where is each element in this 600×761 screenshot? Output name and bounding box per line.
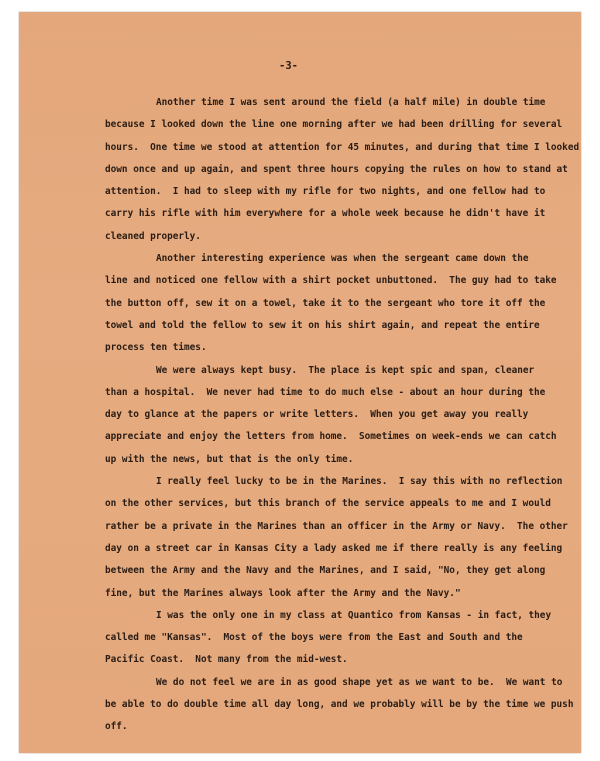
text-line: carry his rifle with him everywhere for a whole week because he didn't have it [105, 208, 546, 220]
paragraph [105, 248, 557, 359]
paragraph [105, 471, 568, 605]
text-line: the button off, sew it on a towel, take it to the sergeant who tore it off the [105, 297, 546, 309]
text-line: We were always kept busy. The place is kept spic and span, cleaner [156, 364, 535, 376]
text-line: Another time I was sent around the field (a half mile) in double time [156, 97, 546, 108]
text-line: called me "Kansas". Most of the boys were from the East and South and the [105, 632, 523, 644]
page-number: -3- [279, 60, 298, 72]
text-line: cleaned properly. [105, 230, 201, 242]
text-line: line and noticed one fellow with a shirt pocket unbuttoned. The guy had to take [105, 275, 557, 287]
text-line: rather be a private in the Marines than an officer in the Army or Navy. The other [105, 520, 568, 532]
text-line: off. [105, 721, 128, 733]
text-line: process ten times. [105, 342, 207, 354]
text-line: appreciate and enjoy the letters from home. Sometimes on week-ends we can catch [105, 431, 557, 443]
text-line: be able to do double time all day long, and we probably will be by the time we push [105, 699, 574, 711]
text-line: between the Army and the Navy and the Marines, and I said, "No, they get along [105, 565, 546, 577]
text-line: attention. I had to sleep with my rifle for two nights, and one fellow had to [105, 186, 546, 198]
text-line: Pacific Coast. Not many from the mid-west. [105, 654, 348, 666]
text-line: I was the only one in my class at Quantico from Kansas - in fact, they [156, 609, 552, 621]
text-line: I really feel lucky to be in the Marines. I say this with no reflection [156, 476, 563, 488]
text-line: fine, but the Marines always look after the Army and the Navy." [105, 587, 461, 599]
text-line: We do not feel we are in as good shape yet as we want to be. We want to [156, 676, 563, 688]
text-line: because I looked down the line one morning after we had been drilling for several [105, 119, 563, 131]
text-line: day on a street car in Kansas City a lady asked me if there really is any feeling [105, 542, 563, 554]
text-line: towel and told the fellow to sew it on his shirt again, and repeat the entire [105, 319, 540, 331]
text-line: than a hospital. We never had time to do much else - about an hour during the [105, 386, 546, 398]
typewritten-page [19, 12, 581, 753]
text-line: day to glance at the papers or write letters. When you get away you really [105, 409, 529, 421]
text-line: up with the news, but that is the only time. [105, 453, 354, 465]
paragraph [105, 672, 574, 739]
body-text [105, 92, 580, 739]
text-line: hours. One time we stood at attention for 45 minutes, and during that time I looked [105, 141, 580, 153]
paragraph [105, 360, 557, 471]
paragraph [105, 92, 580, 248]
text-line: down once and up again, and spent three hours copying the rules on how to stand at [105, 163, 568, 175]
text-line: Another interesting experience was when the sergeant came down the [156, 253, 529, 265]
paragraph [105, 605, 552, 672]
text-line: on the other services, but this branch of the service appeals to me and I would [105, 498, 551, 510]
